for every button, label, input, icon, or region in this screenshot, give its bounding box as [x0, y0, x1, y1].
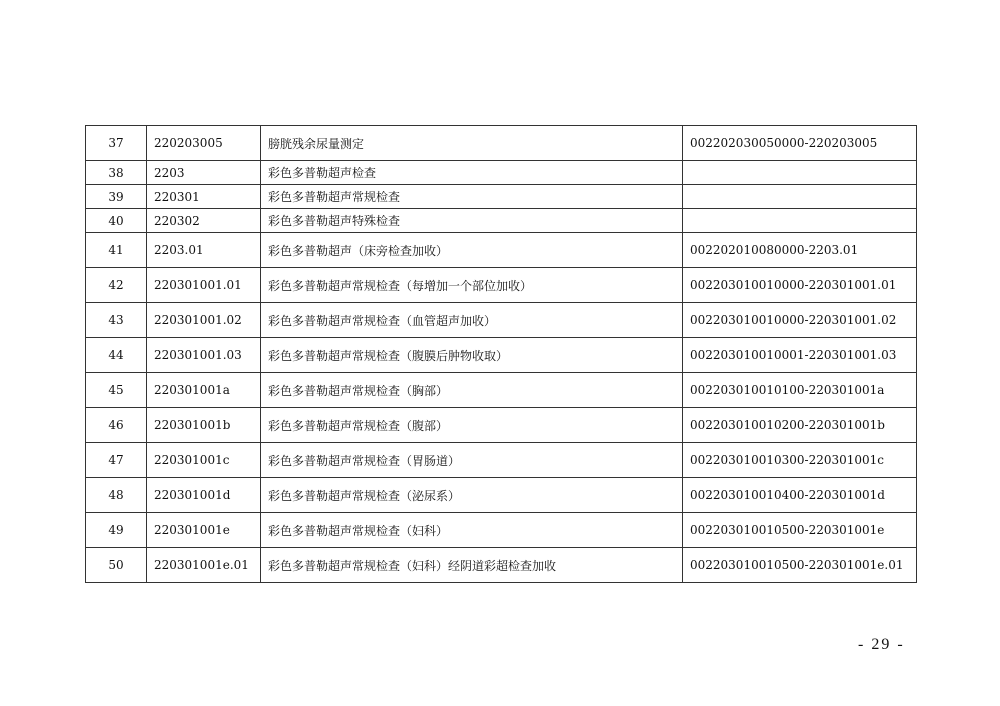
- table-row: [86, 338, 917, 373]
- row-number: 50: [86, 548, 147, 583]
- item-code: 2203.01: [147, 233, 261, 268]
- item-code: 220301001e.01: [147, 548, 261, 583]
- item-name: 彩色多普勒超声常规检查（胃肠道）: [261, 443, 683, 478]
- row-number: 42: [86, 268, 147, 303]
- table-row: [86, 126, 917, 161]
- table-row: [86, 443, 917, 478]
- item-name: 彩色多普勒超声常规检查（泌尿系）: [261, 478, 683, 513]
- row-number: 41: [86, 233, 147, 268]
- item-code: 220301001.01: [147, 268, 261, 303]
- item-name: 膀胱残余尿量测定: [261, 126, 683, 161]
- item-name: 彩色多普勒超声常规检查（每增加一个部位加收）: [261, 268, 683, 303]
- row-number: 40: [86, 209, 147, 233]
- row-number: 37: [86, 126, 147, 161]
- row-number: 49: [86, 513, 147, 548]
- item-code: 220301001c: [147, 443, 261, 478]
- item-code: 220301001e: [147, 513, 261, 548]
- reference-code: 002203010010001-220301001.03: [683, 338, 917, 373]
- item-code: 220301001d: [147, 478, 261, 513]
- item-code: 220203005: [147, 126, 261, 161]
- item-name: 彩色多普勒超声特殊检查: [261, 209, 683, 233]
- table-row: [86, 303, 917, 338]
- table-row: [86, 373, 917, 408]
- item-name: 彩色多普勒超声常规检查（妇科）: [261, 513, 683, 548]
- reference-code: [683, 185, 917, 209]
- row-number: 46: [86, 408, 147, 443]
- item-name: 彩色多普勒超声检查: [261, 161, 683, 185]
- reference-code: 002203010010300-220301001c: [683, 443, 917, 478]
- row-number: 38: [86, 161, 147, 185]
- table-row: [86, 185, 917, 209]
- table-row: [86, 209, 917, 233]
- item-code: 2203: [147, 161, 261, 185]
- item-code: 220301001.02: [147, 303, 261, 338]
- row-number: 44: [86, 338, 147, 373]
- item-code: 220301001b: [147, 408, 261, 443]
- table-row: [86, 513, 917, 548]
- reference-code: 002203010010000-220301001.02: [683, 303, 917, 338]
- table-row: [86, 161, 917, 185]
- reference-code: 002203010010200-220301001b: [683, 408, 917, 443]
- item-code: 220301001a: [147, 373, 261, 408]
- data-table: [85, 125, 917, 583]
- reference-code: 002203010010500-220301001e: [683, 513, 917, 548]
- reference-code: 002203010010000-220301001.01: [683, 268, 917, 303]
- table-row: [86, 268, 917, 303]
- row-number: 43: [86, 303, 147, 338]
- table-row: [86, 233, 917, 268]
- reference-code: 002203010010500-220301001e.01: [683, 548, 917, 583]
- item-code: 220301: [147, 185, 261, 209]
- item-name: 彩色多普勒超声常规检查（胸部）: [261, 373, 683, 408]
- table-row: [86, 548, 917, 583]
- page-number: - 29 -: [858, 636, 905, 653]
- reference-code: 002203010010400-220301001d: [683, 478, 917, 513]
- item-name: 彩色多普勒超声常规检查（妇科）经阴道彩超检查加收: [261, 548, 683, 583]
- reference-code: [683, 209, 917, 233]
- reference-code: 002202010080000-2203.01: [683, 233, 917, 268]
- table-row: [86, 478, 917, 513]
- item-code: 220301001.03: [147, 338, 261, 373]
- table-row: [86, 408, 917, 443]
- item-code: 220302: [147, 209, 261, 233]
- row-number: 47: [86, 443, 147, 478]
- reference-code: 002202030050000-220203005: [683, 126, 917, 161]
- item-name: 彩色多普勒超声常规检查（腹部）: [261, 408, 683, 443]
- row-number: 39: [86, 185, 147, 209]
- row-number: 48: [86, 478, 147, 513]
- item-name: 彩色多普勒超声常规检查（血管超声加收）: [261, 303, 683, 338]
- item-name: 彩色多普勒超声常规检查: [261, 185, 683, 209]
- reference-code: [683, 161, 917, 185]
- row-number: 45: [86, 373, 147, 408]
- reference-code: 002203010010100-220301001a: [683, 373, 917, 408]
- item-name: 彩色多普勒超声常规检查（腹膜后肿物收取）: [261, 338, 683, 373]
- item-name: 彩色多普勒超声（床旁检查加收）: [261, 233, 683, 268]
